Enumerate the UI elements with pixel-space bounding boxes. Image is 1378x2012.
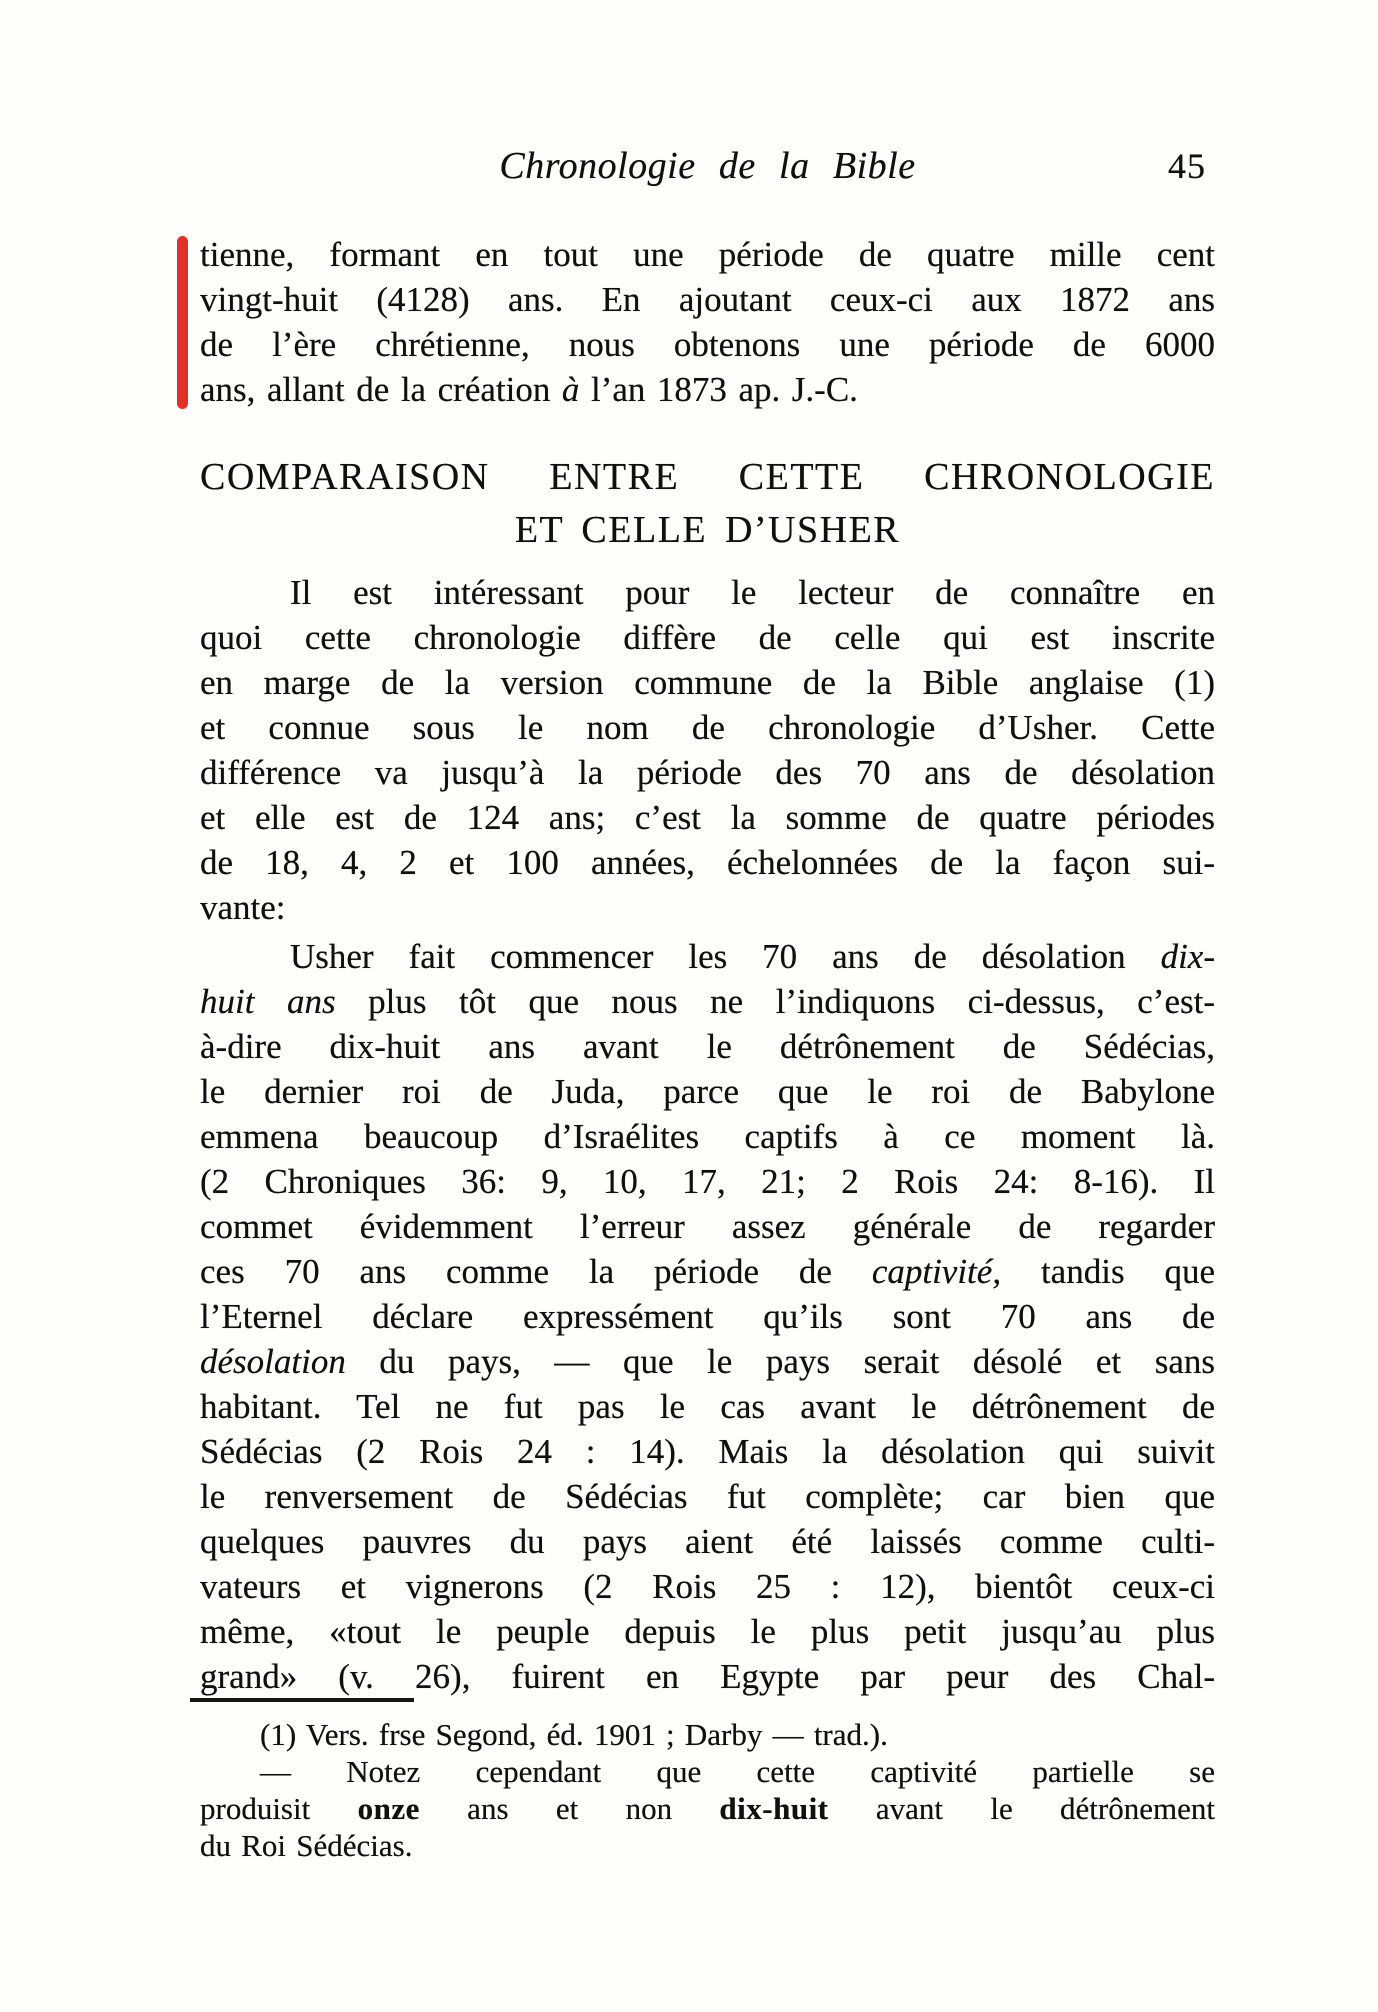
footnote-line: — Notez cependant que cette captivité partielle se	[260, 1754, 1215, 1789]
section-heading-line-2: ET CELLE D’USHER	[514, 509, 901, 551]
text-line: ans, allant de la création à l’an 1873 ap. J.-C.	[200, 370, 858, 409]
section-heading-line-1: COMPARAISON ENTRE CETTE CHRONOLOGIE	[200, 456, 1215, 498]
paragraph-usher-intro	[200, 570, 1215, 930]
text-line: vateurs et vignerons (2 Rois 25 : 12), bientôt ceux-ci	[200, 1567, 1215, 1606]
footnote-line: du Roi Sédécias.	[200, 1828, 413, 1863]
text-line: vante:	[200, 888, 286, 927]
text-line: Sédécias (2 Rois 24 : 14). Mais la désolation qui suivit	[200, 1432, 1215, 1471]
page-number: 45	[1168, 146, 1206, 186]
text-line: et connue sous le nom de chronologie d’Usher. Cette	[200, 708, 1215, 747]
text-line: commet évidemment l’erreur assez générale de regarder	[200, 1207, 1215, 1246]
text-line: à-dire dix-huit ans avant le détrônement de Sédécias,	[200, 1027, 1215, 1066]
section-heading	[200, 452, 1215, 555]
text-line: tienne, formant en tout une période de quatre mille cent	[200, 235, 1215, 274]
text-line: quelques pauvres du pays aient été laissés comme culti-	[200, 1522, 1215, 1561]
text-line: le renversement de Sédécias fut complète; car bien que	[200, 1477, 1215, 1516]
margin-highlight-line	[177, 236, 188, 409]
text-line: vingt-huit (4128) ans. En ajoutant ceux-ci aux 1872 ans	[200, 280, 1215, 319]
text-line: l’Eternel déclare expressément qu’ils sont 70 ans de	[200, 1297, 1215, 1336]
text-line: grand» (v. 26), fuirent en Egypte par peur des Chal-	[200, 1657, 1215, 1696]
text-line: huit ans plus tôt que nous ne l’indiquons ci-dessus, c’est-	[200, 982, 1215, 1021]
text-line: en marge de la version commune de la Bible anglaise (1)	[200, 663, 1215, 702]
text-line: emmena beaucoup d’Israélites captifs à ce moment là.	[200, 1117, 1215, 1156]
text-line: même, «tout le peuple depuis le plus petit jusqu’au plus	[200, 1612, 1215, 1651]
text-line: (2 Chroniques 36: 9, 10, 17, 21; 2 Rois 24: 8-16). Il	[200, 1162, 1215, 1201]
text-line: le dernier roi de Juda, parce que le roi de Babylone	[200, 1072, 1215, 1111]
footnote-rule	[190, 1698, 414, 1702]
text-line: de 18, 4, 2 et 100 années, échelonnées de la façon sui-	[200, 843, 1215, 882]
text-line: et elle est de 124 ans; c’est la somme de quatre périodes	[200, 798, 1215, 837]
text-line: quoi cette chronologie diffère de celle qui est inscrite	[200, 618, 1215, 657]
text-line: Usher fait commencer les 70 ans de désolation dix-	[290, 937, 1215, 976]
paragraph-usher-detail	[200, 934, 1215, 1699]
footnote-line: (1) Vers. frse Segond, éd. 1901 ; Darby — trad.).	[260, 1717, 888, 1752]
running-title: Chronologie de la Bible	[499, 145, 916, 187]
text-line: désolation du pays, — que le pays serait désolé et sans	[200, 1342, 1215, 1381]
text-line: habitant. Tel ne fut pas le cas avant le détrônement de	[200, 1387, 1215, 1426]
text-line: de l’ère chrétienne, nous obtenons une période de 6000	[200, 325, 1215, 364]
footnote-line: produisit onze ans et non dix-huit avant le détrônement	[200, 1791, 1215, 1826]
paragraph-continuation	[200, 232, 1215, 412]
footnote	[200, 1716, 1215, 1864]
text-line: ces 70 ans comme la période de captivité, tandis que	[200, 1252, 1215, 1291]
text-line: différence va jusqu’à la période des 70 ans de désolation	[200, 753, 1215, 792]
text-line: Il est intéressant pour le lecteur de connaître en	[290, 573, 1215, 612]
